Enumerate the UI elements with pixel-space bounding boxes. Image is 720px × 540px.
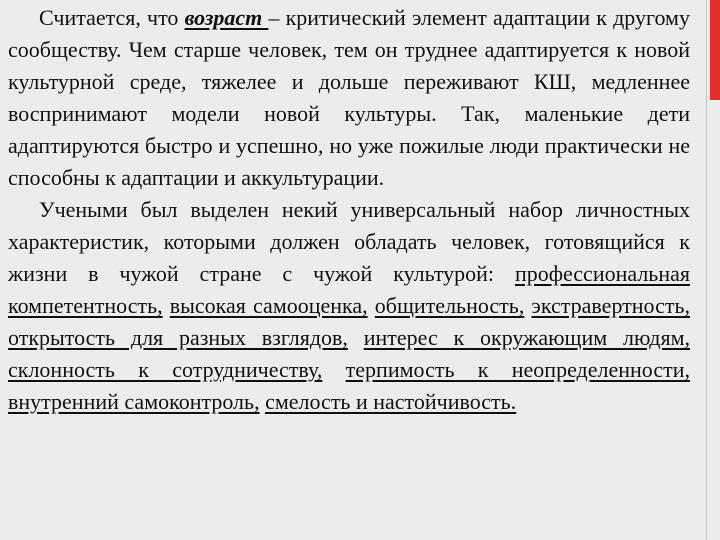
trait-item: смелость и настойчивость. [265,389,517,414]
paragraph-age-lead: Считается, что [39,5,185,30]
trait-item: внутренний самоконтроль, [8,389,260,414]
trait-item: общительность, [374,293,525,318]
trait-item: экстравертность, [531,293,690,318]
paragraph-traits [8,194,690,418]
trait-item: склонность к сотрудничеству, [8,357,323,382]
body-text [8,2,690,418]
accent-bar [710,0,720,100]
accent-divider [706,0,707,540]
trait-item: интерес к окружающим людям, [363,325,690,350]
keyword-age: возраст [184,5,269,30]
trait-item: высокая самооценка, [169,293,368,318]
trait-item: терпимость к неопределенности, [345,357,691,382]
paragraph-traits-intro: Учеными был выделен некий универсальный набор личностных характеристик, которыми должен обладать человек, готовящийся к жизни в чужой стране с чужой культурой: [8,197,690,286]
trait-item: профессиональная компетентность, [8,261,690,318]
trait-item: открытость для разных взглядов, [8,325,348,350]
paragraph-age-body: – критический элемент адаптации к другому сообществу. Чем старше человек, тем он труднее адаптируется к новой культурной среде, тяжелее и дольше переживают КШ, медленнее воспринимают модели новой культуры. Так, маленькие дети адаптируются быстро и успешно, но уже пожилые люди практически не способны к адаптации и аккультурации. [8,5,690,190]
paragraph-age [8,2,690,194]
